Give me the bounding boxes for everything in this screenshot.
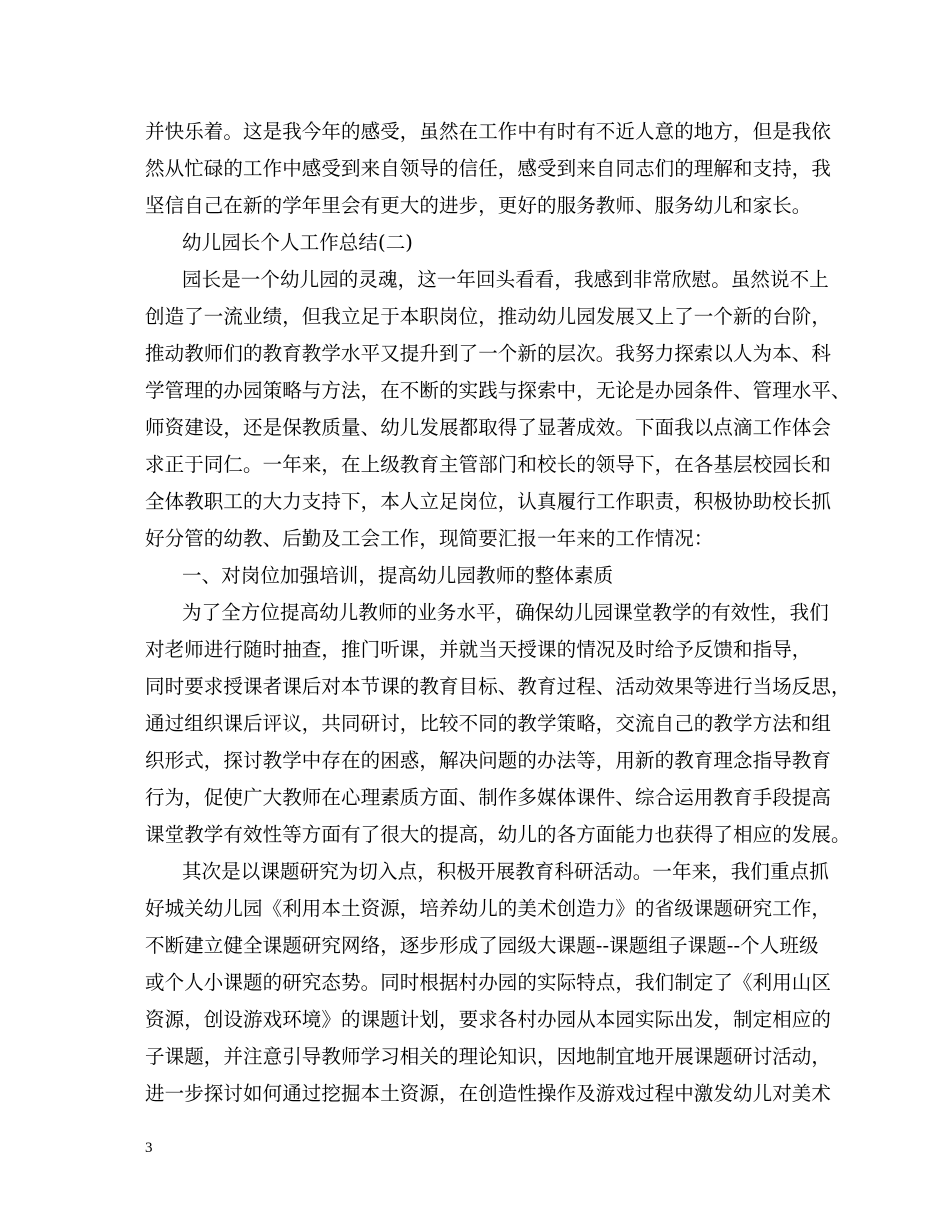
text-line: 资源，创设游戏环境》的课题计划，要求各村办园从本园实际出发，制定相应的 [145,1008,832,1031]
text-line: 然从忙碌的工作中感受到来自领导的信任，感受到来自同志们的理解和支持，我 [145,157,832,180]
text-line: 课堂教学有效性等方面有了很大的提高，幼儿的各方面能力也获得了相应的发展。 [145,823,851,846]
section-heading: 一、对岗位加强培训，提高幼儿园教师的整体素质 [182,564,614,587]
text-line: 对老师进行随时抽查，推门听课，并就当天授课的情况及时给予反馈和指导， [145,638,812,661]
text-line: 进一步探讨如何通过挖掘本土资源，在创造性操作及游戏过程中激发幼儿对美术 [145,1082,832,1105]
text-line: 推动教师们的教育教学水平又提升到了一个新的层次。我努力探索以人为本、科 [145,342,832,365]
text-line: 师资建设，还是保教质量、幼儿发展都取得了显著成效。下面我以点滴工作体会 [145,416,832,439]
text-line: 子课题，并注意引导教师学习相关的理论知识，因地制宜地开展课题研讨活动， [145,1045,832,1068]
text-line: 学管理的办园策略与方法，在不断的实践与探索中，无论是办园条件、管理水平、 [145,379,851,402]
text-line: 或个人小课题的研究态势。同时根据村办园的实际特点，我们制定了《利用山区 [145,971,832,994]
text-line: 全体教职工的大力支持下，本人立足岗位，认真履行工作职责，积极协助校长抓 [145,490,832,513]
page-number: 3 [145,1140,153,1156]
text-line: 并快乐着。这是我今年的感受，虽然在工作中有时有不近人意的地方，但是我依 [145,120,832,143]
text-line: 创造了一流业绩，但我立足于本职岗位，推动幼儿园发展又上了一个新的台阶， [145,305,832,328]
text-line: 求正于同仁。一年来，在上级教育主管部门和校长的领导下，在各基层校园长和 [145,453,832,476]
text-line: 园长是一个幼儿园的灵魂，这一年回头看看，我感到非常欣慰。虽然说不上 [182,268,829,291]
text-line: 好分管的幼教、后勤及工会工作，现简要汇报一年来的工作情况： [145,527,714,550]
text-line: 织形式，探讨教学中存在的困惑，解决问题的办法等，用新的教育理念指导教育 [145,749,832,772]
text-line: 其次是以课题研究为切入点，积极开展教育科研活动。一年来，我们重点抓 [182,860,829,883]
text-line: 坚信自己在新的学年里会有更大的进步，更好的服务教师、服务幼儿和家长。 [145,194,812,217]
text-line: 不断建立健全课题研究网络，逐步形成了园级大课题--课题组子课题--个人班级 [145,934,819,957]
text-line: 好城关幼儿园《利用本土资源，培养幼儿的美术创造力》的省级课题研究工作， [145,897,832,920]
text-line: 同时要求授课者课后对本节课的教育目标、教育过程、活动效果等进行当场反思， [145,675,851,698]
text-line: 行为，促使广大教师在心理素质方面、制作多媒体课件、综合运用教育手段提高 [145,786,832,809]
text-line: 通过组织课后评议，共同研讨，比较不同的教学策略，交流自己的教学方法和组 [145,712,832,735]
section-heading: 幼儿园长个人工作总结(二) [182,231,414,254]
text-line: 为了全方位提高幼儿教师的业务水平，确保幼儿园课堂教学的有效性，我们 [182,601,829,624]
